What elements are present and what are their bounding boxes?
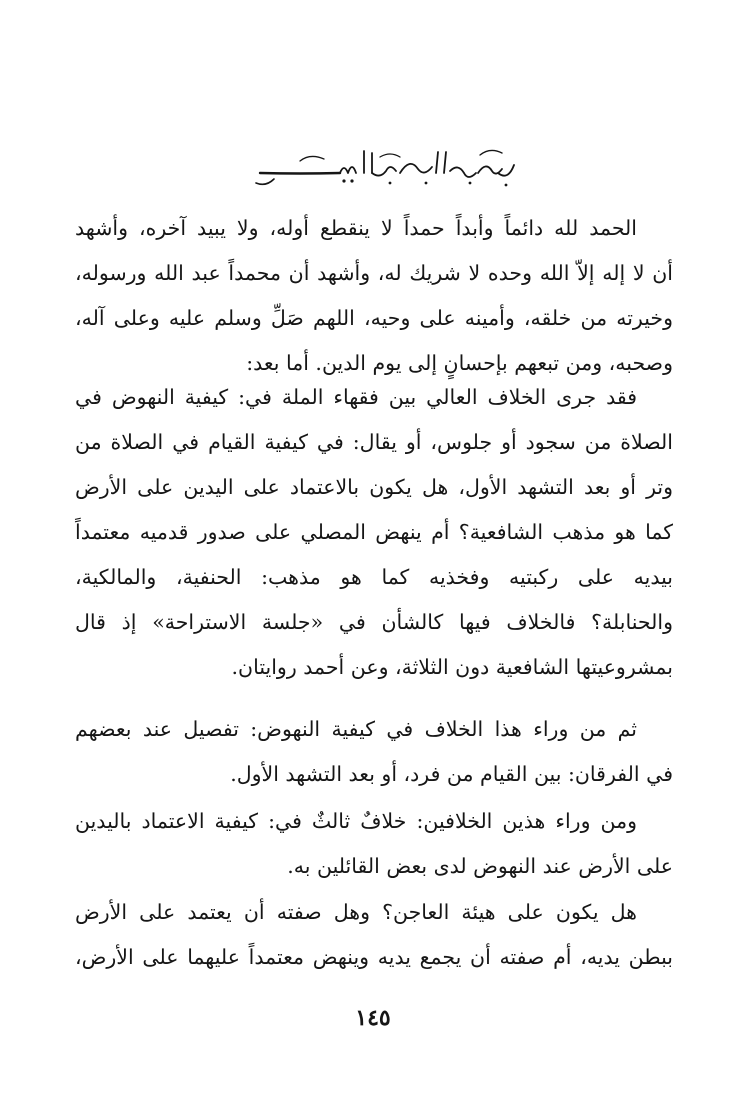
text-line: والحنابلة؟ فالخلاف فيها كالشأن في «جلسة الاستراحة» إذ قال xyxy=(75,610,673,634)
text-line: ببطن يديه، أم صفته أن يجمع يديه وينهض معتمداً عليهما على الأرض، xyxy=(75,945,673,969)
text-line: ومن وراء هذين الخلافين: خلافٌ ثالثٌ في: كيفية الاعتماد باليدين xyxy=(75,809,637,833)
text-line: وصحبه، ومن تبعهم بإحسانٍ إلى يوم الدين. أما بعد: xyxy=(246,351,673,375)
text-line: كما هو مذهب الشافعية؟ أم ينهض المصلي على صدور قدميه معتمداً xyxy=(75,520,673,544)
text-line: في الفرقان: بين القيام من فرد، أو بعد التشهد الأول. xyxy=(230,762,673,786)
paragraph-opening-praise xyxy=(75,206,673,386)
paragraph-detail xyxy=(75,707,673,797)
text-line: بيديه على ركبتيه وفخذيه كما هو مذهب: الحنفية، والمالكية، xyxy=(75,565,673,589)
basmala-calligraphy xyxy=(240,143,520,193)
text-line: الحمد لله دائماً وأبداً حمداً لا ينقطع أوله، ولا يبيد آخره، وأشهد xyxy=(75,216,637,240)
text-line: وخيرته من خلقه، وأمينه على وحيه، اللهم صَلِّ وسلم عليه وعلى آله، xyxy=(75,306,673,330)
basmala-calligraphy-icon xyxy=(240,143,520,193)
paragraph-question xyxy=(75,890,673,980)
page-number: ١٤٥ xyxy=(355,1005,391,1031)
text-line: فقد جرى الخلاف العالي بين فقهاء الملة في: كيفية النهوض في xyxy=(75,385,637,409)
paragraph-disagreement xyxy=(75,375,673,690)
text-line: ثم من وراء هذا الخلاف في كيفية النهوض: تفصيل عند بعضهم xyxy=(75,717,637,741)
text-line: أن لا إله إلاّ الله وحده لا شريك له، وأشهد أن محمداً عبد الله ورسوله، xyxy=(75,261,673,285)
text-line: وتر أو بعد التشهد الأول، هل يكون بالاعتماد على اليدين على الأرض xyxy=(75,475,673,499)
text-line: هل يكون على هيئة العاجن؟ وهل صفته أن يعتمد على الأرض xyxy=(75,900,637,924)
text-line: على الأرض عند النهوض لدى بعض القائلين به. xyxy=(287,854,673,878)
text-line: الصلاة من سجود أو جلوس، أو يقال: في كيفية القيام في الصلاة من xyxy=(75,430,673,454)
text-line: بمشروعيتها الشافعية دون الثلاثة، وعن أحمد روايتان. xyxy=(231,655,673,679)
paragraph-third-disagreement xyxy=(75,799,673,889)
